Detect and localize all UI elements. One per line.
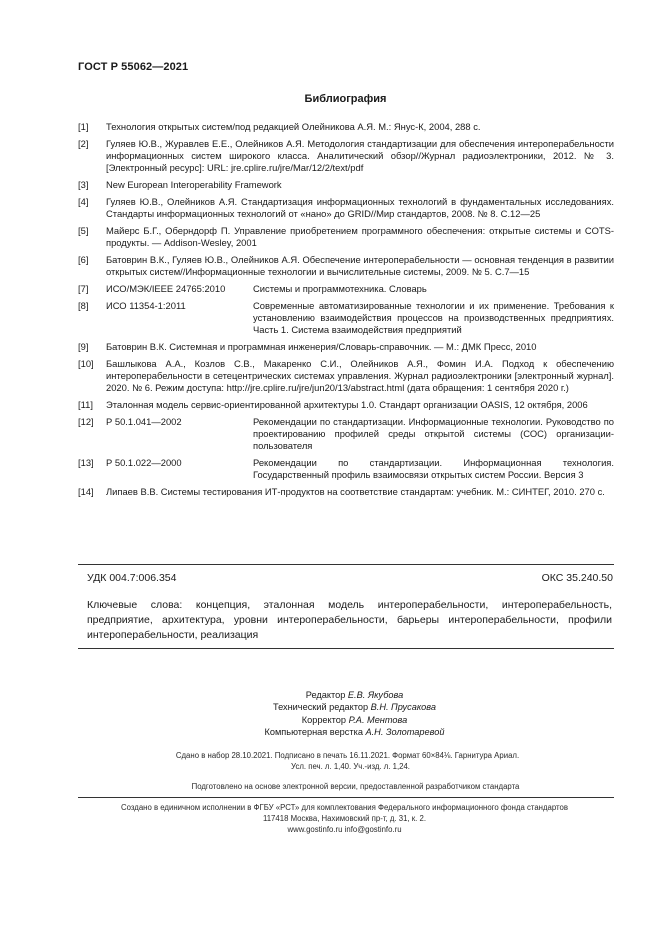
bib-entry [78, 254, 614, 278]
publication-info [0, 751, 661, 772]
publication-line-2: Усл. печ. л. 1,40. Уч.-изд. л. 1,24. [291, 761, 410, 771]
bib-entry-number: [7] [78, 282, 89, 294]
bibliography-list [78, 121, 614, 503]
bib-entry [78, 358, 614, 395]
bib-entry-number: [3] [78, 179, 89, 190]
oks-code: ОКС 35.240.50 [541, 572, 613, 584]
credit-name: В.Н. Прусакова [370, 702, 436, 713]
bib-entry-code: Р 50.1.041—2002 [106, 415, 182, 427]
bib-entry [78, 121, 614, 133]
credit-name: Е.В. Якубова [347, 690, 404, 700]
bib-entry-desc: Современные автоматизированные технологии и их применение. Требования к установлению взаимодействия процессов на производственных предприятиях. Часть 1. Система взаимодействия предприятий [253, 299, 614, 335]
created-line-3: www.gostinfo.ru info@gostinfo.ru [287, 824, 402, 834]
divider-footer [78, 797, 614, 798]
bib-entry [78, 179, 614, 191]
bib-entry [78, 341, 614, 353]
bib-entry-number: [13] [78, 456, 94, 468]
created-info [0, 803, 661, 835]
created-line-1: Создано в единичном исполнении в ФГБУ «РСТ» для комплектования Федерального информационного фонда стандартов [120, 803, 569, 812]
bib-entry-code: Р 50.1.022—2000 [106, 456, 182, 468]
bib-entry-text: Липаев В.В. Системы тестирования ИТ-продуктов на соответствие стандартам: учебник. М.: СИНТЕГ, 2010. 270 с. [106, 485, 605, 497]
bib-entry-code: ИСО/МЭК/IEEE 24765:2010 [106, 282, 226, 294]
publication-line-1: Сдано в набор 28.10.2021. Подписано в печать 16.11.2021. Формат 60×84⅛. Гарнитура Ариал. [175, 751, 520, 760]
bib-entry [78, 225, 614, 249]
bib-entry-text: Гуляев Ю.В., Журавлев Е.Е., Олейников А.Я. Методология стандартизации для обеспечения интероперабельности информационных систем широкого класса. Аналитический обзор//Журнал радиоэлектроники, 2012. № 3. [Электронный ресурс]: URL: jre.cplire.ru/jre/Mar/12/2/text/pdf [106, 137, 614, 174]
credit-row [48, 726, 661, 738]
udc-code: УДК 004.7:006.354 [87, 572, 177, 584]
bib-entry-desc: Системы и программотехника. Словарь [253, 282, 427, 294]
bib-entry-desc: Рекомендации по стандартизации. Информационные технологии. Руководство по проектированию профилей среды открытой системы (СОС) организации-пользователя [253, 415, 614, 451]
bib-entry-text: Башлыкова А.А., Козлов С.В., Макаренко С.И., Олейников А.Я., Фомин И.А. Подход к обеспечению интероперабельности в сетецентрических системах управления. Журнал радиоэлектроники [электронный журнал]. 2020. № 6. Режим доступа: http://jre.cplire.ru/jre/jun20/13/abstract.html (дата обращения: 1 сентября 2020 г.) [106, 357, 614, 393]
bib-entry-desc: Рекомендации по стандартизации. Информационная технология. Государственный профиль взаимосвязи открытых систем России. Версия 3 [253, 456, 614, 480]
bib-entry-text: Майерс Б.Г., Оберндорф П. Управление приобретением программного обеспечения: открытые системы и COTS-продукты. — Addison-Wesley, 2001 [106, 224, 614, 248]
bib-entry [78, 416, 614, 453]
bib-entry-text: Батоврин В.К., Гуляев Ю.В., Олейников А.Я. Обеспечение интероперабельности — основная тенденция в развитии открытых систем//Информационные технологии и вычислительные системы, 2009. № 5. С.7—15 [106, 253, 614, 277]
credit-role: Корректор [301, 714, 346, 725]
bib-entry-number: [1] [78, 121, 89, 132]
bib-entry-number: [4] [78, 195, 89, 207]
bib-entry-code: ИСО 11354-1:2011 [106, 299, 186, 311]
bib-entry-text: Эталонная модель сервис-ориентированной архитектуры 1.0. Стандарт организации OASIS, 12 октября, 2006 [106, 398, 588, 410]
bib-entry-number: [9] [78, 340, 89, 352]
bib-entry [78, 300, 614, 337]
credit-row [48, 689, 661, 701]
bib-entry-number: [12] [78, 415, 94, 427]
credit-row [48, 714, 661, 726]
bib-entry-text: Батоврин В.К. Системная и программная инженерия/Словарь-справочник. — М.: ДМК Пресс, 2010 [106, 340, 537, 352]
bib-entry [78, 196, 614, 220]
divider-top [78, 564, 614, 565]
bib-entry [78, 399, 614, 411]
created-line-2: 117418 Москва, Нахимовский пр-т, д. 31, к. 2. [262, 813, 427, 823]
bib-entry-number: [2] [78, 137, 89, 149]
bib-entry [78, 486, 614, 498]
prepared-note [0, 782, 661, 791]
bib-entry-text: New European Interoperability Framework [106, 179, 282, 190]
bibliography-title [0, 93, 661, 105]
credit-role: Редактор [305, 690, 346, 700]
credit-name: Р.А. Ментова [348, 714, 408, 725]
bib-entry-number: [10] [78, 357, 94, 369]
bib-entry-number: [11] [78, 398, 93, 410]
standard-number: ГОСТ Р 55062—2021 [78, 61, 189, 73]
bib-entry-number: [5] [78, 224, 89, 236]
prepared-note-text: Подготовлено на основе электронной версии, предоставленной разработчиком стандарта [191, 782, 520, 791]
bib-entry [78, 138, 614, 175]
bib-entry [78, 457, 614, 481]
divider-bottom [78, 648, 614, 649]
bib-entry-text: Технология открытых систем/под редакцией Олейникова А.Я. М.: Янус-К, 2004, 288 с. [106, 121, 481, 132]
bib-entry-number: [6] [78, 253, 89, 265]
bib-entry-number: [8] [78, 299, 89, 311]
keywords: Ключевые слова: концепция, эталонная модель интероперабельности, интероперабельность, предприятие, архитектура, уровни интероперабельности, барьеры интероперабельности, профили интероперабельности, реализация [87, 599, 612, 641]
bib-entry [78, 283, 614, 295]
credit-role: Технический редактор [273, 702, 369, 713]
credit-role: Компьютерная верстка [264, 726, 363, 737]
bib-entry-text: Гуляев Ю.В., Олейников А.Я. Стандартизация информационных технологий в фундаментальных исследованиях. Стандарты информационных технологий от «нано» до GRID//Мир стандартов, 2008. № 8. С.12—25 [106, 195, 614, 219]
credit-name: А.Н. Золотаревой [365, 726, 445, 737]
bib-entry-number: [14] [78, 485, 94, 497]
credits [0, 689, 661, 738]
credit-row [48, 701, 661, 713]
bibliography-title-text: Библиография [304, 93, 387, 105]
